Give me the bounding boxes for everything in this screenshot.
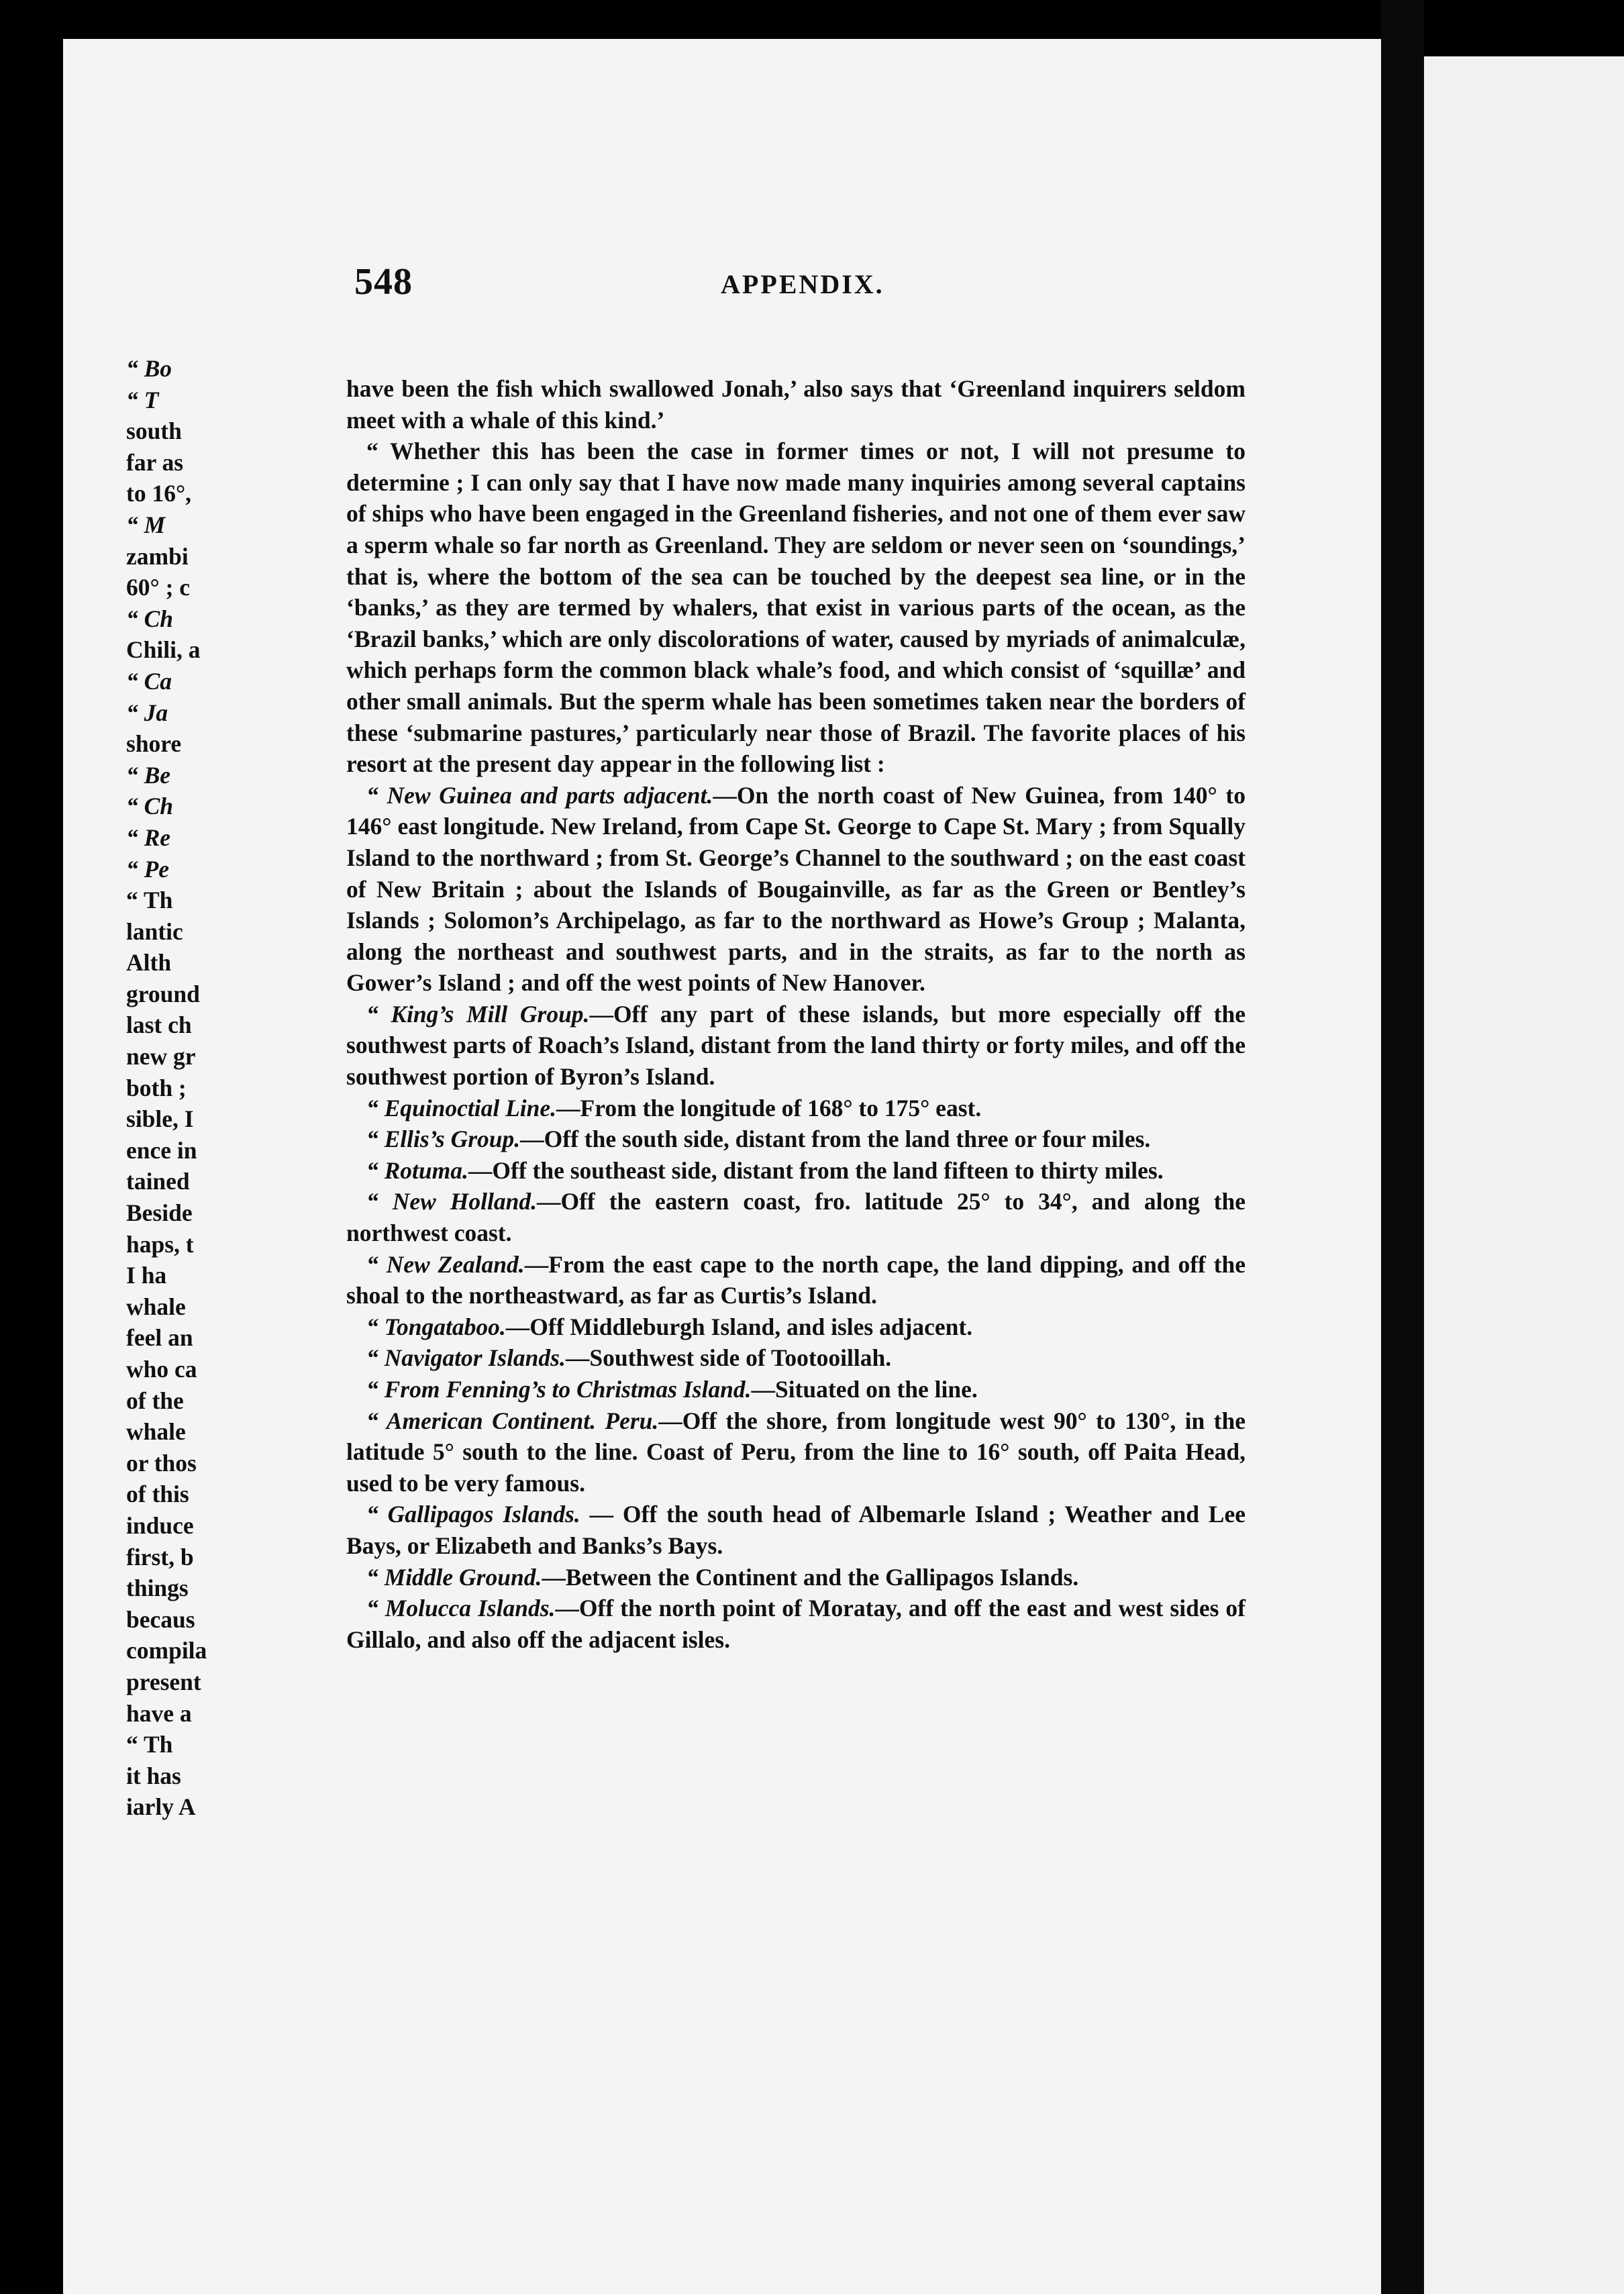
- facing-page-line: induce: [126, 1511, 194, 1539]
- list-item-text: — Off the south head of Albemarle Island ; Weather and Lee Bays, or Elizabeth and Banks’s Bays.: [346, 1501, 1246, 1559]
- whaling-grounds-list: [346, 780, 1246, 1656]
- list-item-text: —Off the southeast side, distant from the land fifteen to thirty miles.: [468, 1156, 1164, 1184]
- list-item-heading: “ New Zealand.: [366, 1250, 525, 1278]
- facing-page-line: “ Bo: [126, 355, 172, 382]
- list-item-text: —Off the eastern coast, fro. latitude 25° to 34°, and along the northwest coast.: [346, 1188, 1246, 1247]
- list-item-text: —Off the south side, distant from the land three or four miles.: [520, 1126, 1151, 1153]
- facing-page-line: have a: [126, 1699, 192, 1727]
- facing-page-line: “ Th: [126, 1731, 173, 1758]
- facing-page-line: “ Ch: [126, 605, 174, 632]
- facing-page-line: ence in: [126, 1136, 197, 1164]
- facing-page-line: “ Re: [126, 824, 171, 851]
- list-item-text: —On the north coast of New Guinea, from 140° to 146° east longitude. New Ireland, from Cape St. George to Cape St. Mary ; from Squally Island to the northward ; from St. George’s Channel to the southward ; on the east coast of New Britain ; about the Islands of Bougainville, as far as the Green or Bentley’s Islands ; Solomon’s Archipelago, as far to the northward as Howe’s Group ; Malanta, along the northeast and southwest parts, and in the straits, as far to the north as Gower’s Island ; and off the west points of New Hanover.: [346, 781, 1246, 997]
- facing-page-line: whale: [126, 1418, 186, 1446]
- facing-page-line: sible, I: [126, 1105, 194, 1133]
- running-head: APPENDIX.: [721, 269, 884, 299]
- facing-page-line: 60° ; c: [126, 574, 191, 601]
- facing-page-line: “ Be: [126, 761, 171, 789]
- list-item-heading: “ Middle Ground.: [366, 1563, 542, 1591]
- facing-page-line: of this: [126, 1481, 189, 1508]
- facing-page-line: compila: [126, 1637, 207, 1664]
- list-item-text: —Between the Continent and the Gallipagos Islands.: [542, 1563, 1079, 1591]
- facing-page-line: shore: [126, 730, 182, 758]
- facing-page-line: south: [126, 417, 182, 445]
- facing-page-line: haps, t: [126, 1230, 194, 1258]
- list-item: [346, 780, 1246, 999]
- list-item: [346, 1374, 1246, 1405]
- facing-page-line: becaus: [126, 1605, 195, 1633]
- list-item: [346, 1562, 1246, 1593]
- facing-page-line: new gr: [126, 1043, 196, 1070]
- list-item-heading: “ Navigator Islands.: [366, 1344, 566, 1372]
- list-item-heading: “ New Guinea and parts adjacent.: [366, 781, 713, 809]
- list-item-text: —Off any part of these islands, but more especially off the southwest parts of Roach’s Island, distant from the land thirty or forty miles, and off the southwest portion of Byron’s Island.: [346, 1000, 1246, 1091]
- list-item: [346, 1405, 1246, 1499]
- list-item: [346, 1499, 1246, 1561]
- list-item: [346, 1155, 1246, 1187]
- list-item: [346, 1249, 1246, 1311]
- facing-page-line: far as: [126, 448, 184, 476]
- list-item: [346, 1593, 1246, 1655]
- list-item: [346, 1186, 1246, 1248]
- facing-page-line: or thos: [126, 1449, 197, 1477]
- list-item-heading: “ Molucca Islands.: [366, 1595, 556, 1622]
- list-item-text: —From the east cape to the north cape, the land dipping, and off the shoal to the northeastward, as far as Curtis’s Island.: [346, 1250, 1246, 1309]
- list-item-heading: “ Equinoctial Line.: [366, 1094, 557, 1121]
- facing-page-line: last ch: [126, 1011, 192, 1039]
- list-item-heading: “ King’s Mill Group.: [366, 1000, 590, 1028]
- facing-page-line: Alth: [126, 949, 172, 977]
- list-item-heading: “ New Holland.: [366, 1188, 537, 1215]
- list-item-heading: “ American Continent. Peru.: [366, 1407, 659, 1434]
- opening-paragraph: have been the fish which swallowed Jonah,’ also says that ‘Greenland inquirers seldom meet with a whale of this kind.’: [346, 375, 1246, 434]
- facing-page-line: “ T: [126, 386, 159, 413]
- list-item: [346, 1093, 1246, 1124]
- facing-page-line: ground: [126, 980, 200, 1007]
- body-text: [346, 373, 1246, 1655]
- list-item: [346, 1124, 1246, 1155]
- list-item-heading: “ Ellis’s Group.: [366, 1126, 521, 1153]
- list-item-heading: “ Gallipagos Islands.: [366, 1501, 580, 1528]
- facing-page-line: lantic: [126, 917, 183, 945]
- facing-page-line: it has: [126, 1762, 181, 1789]
- list-item-text: —From the longitude of 168° to 175° east.: [556, 1094, 982, 1121]
- facing-page-line: first, b: [126, 1543, 194, 1570]
- book-gutter: [1381, 0, 1424, 2294]
- facing-page-line: “ Ca: [126, 667, 172, 695]
- list-item-heading: “ Rotuma.: [366, 1156, 468, 1184]
- list-item: [346, 1342, 1246, 1374]
- facing-page-line: “ Th: [126, 887, 173, 914]
- facing-page-line: I ha: [126, 1262, 167, 1289]
- page-header: [354, 260, 1240, 314]
- facing-page-text: [126, 353, 234, 1823]
- facing-page: [1424, 56, 1624, 2294]
- facing-page-line: tained: [126, 1168, 190, 1195]
- list-item: [346, 1311, 1246, 1343]
- facing-page-line: “ Pe: [126, 855, 170, 883]
- facing-page-line: Chili, a: [126, 636, 201, 664]
- facing-page-line: present: [126, 1668, 201, 1695]
- list-item-text: —Off the shore, from longitude west 90° to 130°, in the latitude 5° south to the line. Coast of Peru, from the line to 16° south, off Paita Head, used to be very famous.: [346, 1407, 1246, 1497]
- list-item-heading: “ From Fenning’s to Christmas Island.: [366, 1376, 752, 1403]
- facing-page-line: of the: [126, 1387, 184, 1414]
- facing-page-line: feel an: [126, 1324, 193, 1352]
- list-item-text: —Situated on the line.: [751, 1376, 978, 1403]
- list-item-text: —Off Middleburgh Island, and isles adjacent.: [505, 1313, 973, 1340]
- list-item-heading: “ Tongataboo.: [366, 1313, 506, 1340]
- list-item-text: —Off the north point of Moratay, and off the east and west sides of Gillalo, and also off the adjacent isles.: [346, 1595, 1246, 1653]
- facing-page-line: both ;: [126, 1074, 187, 1101]
- list-item: [346, 999, 1246, 1093]
- facing-page-line: zambi: [126, 542, 189, 570]
- page-number: 548: [354, 261, 413, 303]
- facing-page-line: “ M: [126, 511, 166, 538]
- facing-page-line: “ Ja: [126, 699, 168, 726]
- facing-page-line: iarly A: [126, 1793, 196, 1821]
- facing-page-line: “ Ch: [126, 793, 174, 820]
- facing-page-line: to 16°,: [126, 480, 192, 507]
- list-item-text: —Southwest side of Tootooillah.: [565, 1344, 892, 1372]
- facing-page-line: who ca: [126, 1356, 197, 1383]
- quote-paragraph: “ Whether this has been the case in former times or not, I will not presume to determine ; I can only say that I have now made many inquiries among several captains of ships who have been engaged in the Greenland fisheries, and not one of them ever saw a sperm whale so far north as Greenland. They are seldom or never seen on ‘soundings,’ that is, where the bottom of the sea can be touched by the deepest sea line, or in the ‘banks,’ as they are termed by whalers, that exist in various parts of the ocean, as the ‘Brazil banks,’ which are only discolorations of water, caused by myriads of animalculæ, which perhaps form the common black whale’s food, and which consist of ‘squillæ’ and other small animals. But the sperm whale has been sometimes taken near the borders of these ‘submarine pastures,’ particularly near those of Brazil. The favorite places of his resort at the present day appear in the following list :: [346, 438, 1246, 778]
- facing-page-line: things: [126, 1575, 189, 1602]
- facing-page-line: whale: [126, 1293, 186, 1320]
- facing-page-line: Beside: [126, 1199, 193, 1227]
